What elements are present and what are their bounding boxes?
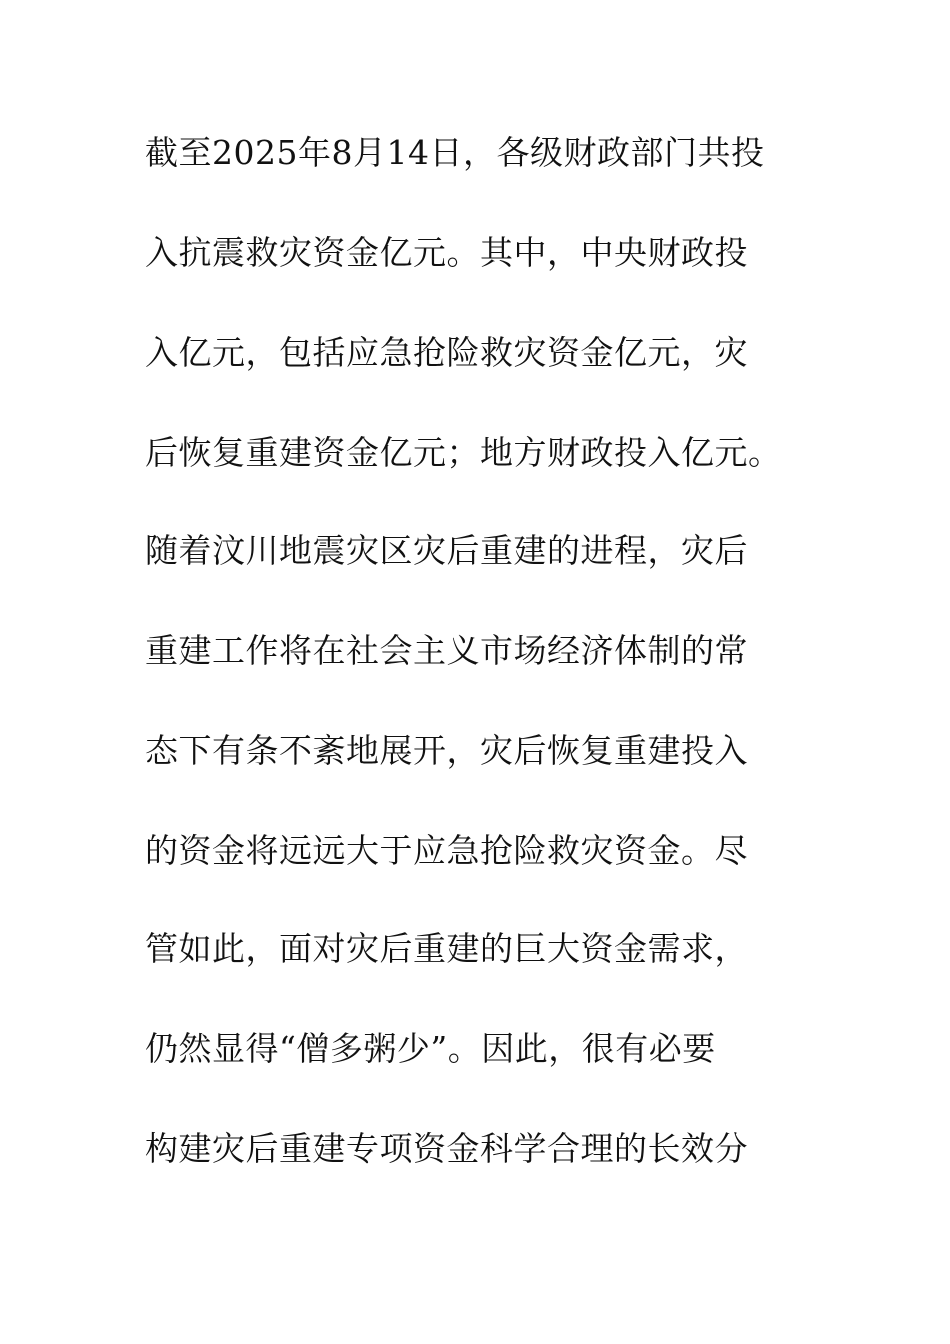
paragraph-line: 态下有条不紊地展开，灾后恢复重建投入 [145,731,748,770]
paragraph-line: 重建工作将在社会主义市场经济体制的常 [145,631,748,670]
paragraph-line: 仍然显得“僧多粥少”。因此，很有必要 [145,1029,716,1068]
paragraph-line: 构建灾后重建专项资金科学合理的长效分 [145,1129,748,1168]
paragraph-line: 入抗震救灾资金亿元。其中，中央财政投 [145,233,748,272]
paragraph-line: 管如此，面对灾后重建的巨大资金需求， [145,929,748,968]
paragraph-line: 入亿元，包括应急抢险救灾资金亿元，灾 [145,333,748,372]
paragraph-line: 随着汶川地震灾区灾后重建的进程，灾后 [145,531,748,570]
paragraph-line: 的资金将远远大于应急抢险救灾资金。尽 [145,831,748,870]
paragraph-line: 截至2025年8月14日，各级财政部门共投 [145,133,765,172]
paragraph-line: 后恢复重建资金亿元；地方财政投入亿元。 [145,433,782,472]
